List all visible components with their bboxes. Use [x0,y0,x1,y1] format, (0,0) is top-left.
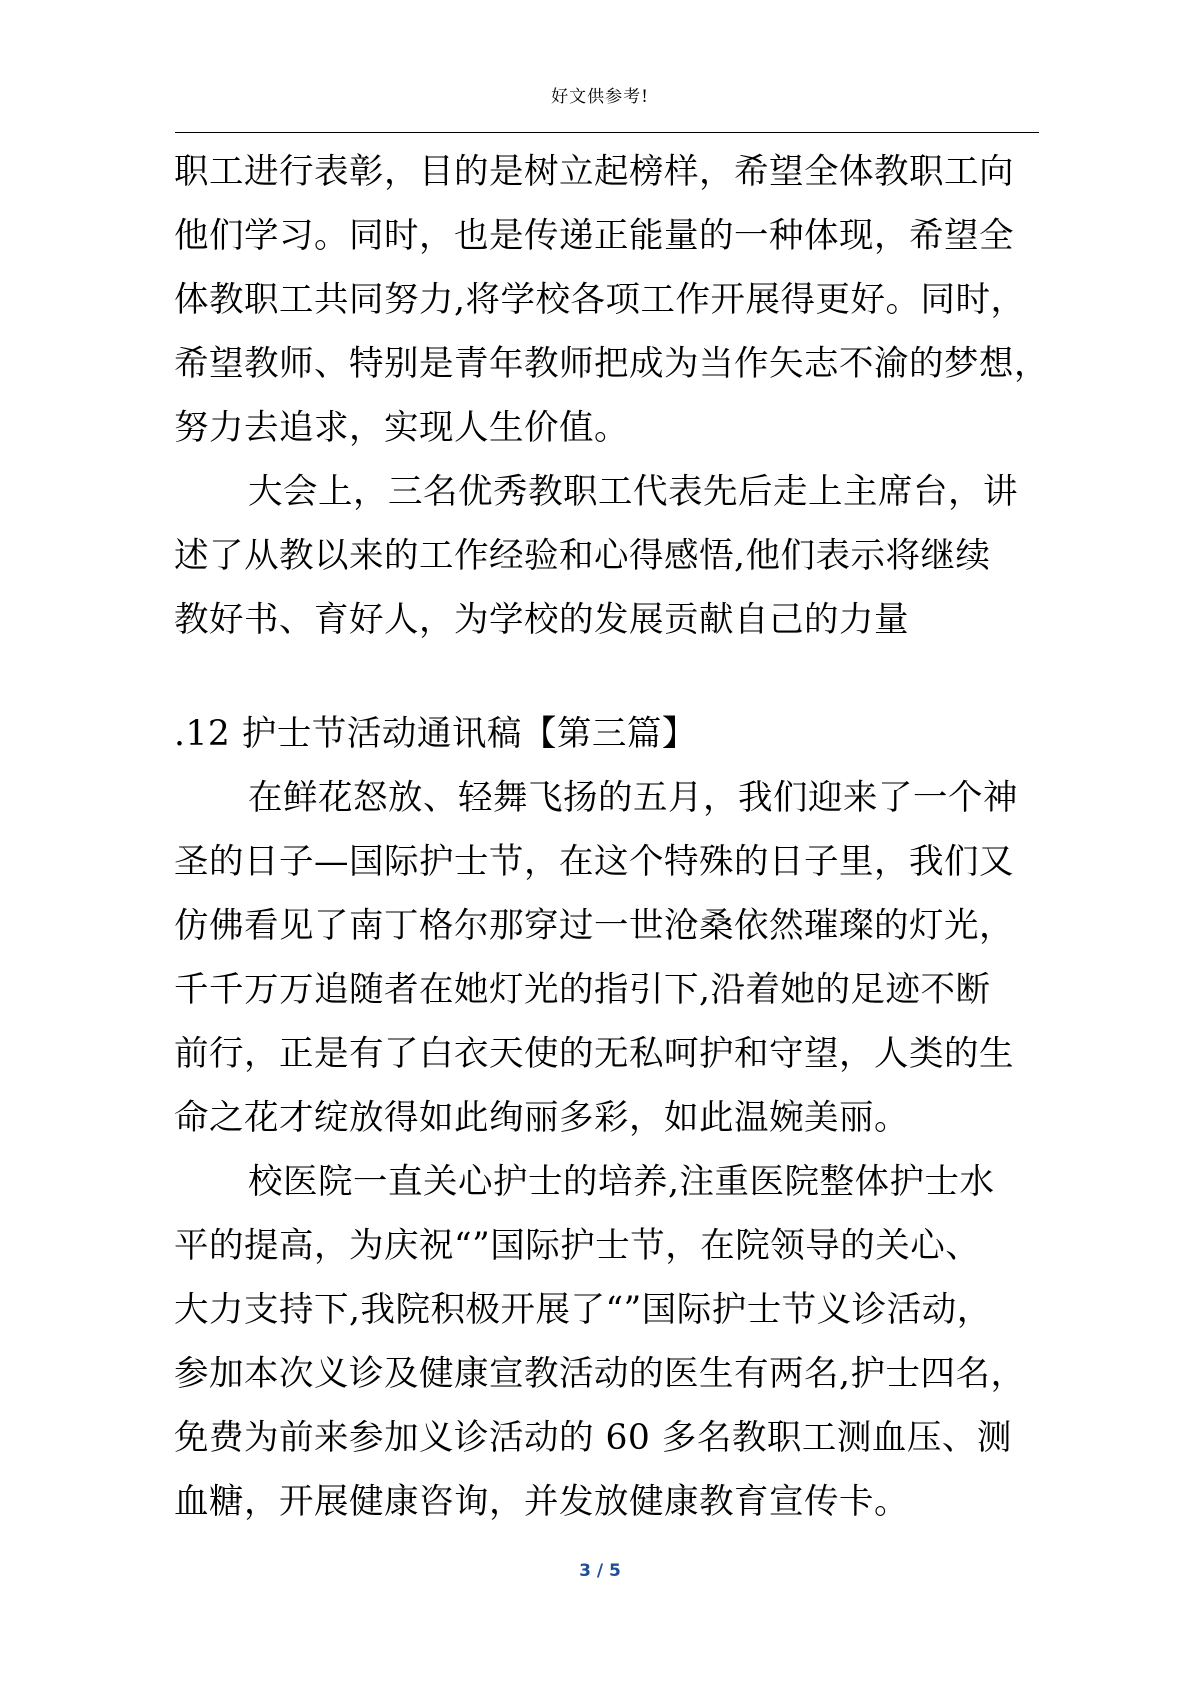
text-line: 他们学习。同时，也是传递正能量的一种体现，希望全 [174,216,1014,256]
text-line: 命之花才绽放得如此绚丽多彩，如此温婉美丽。 [174,1098,909,1138]
text-line: 述了从教以来的工作经验和心得感悟,他们表示将继续 [174,536,991,576]
text-line: 千千万万追随者在她灯光的指引下,沿着她的足迹不断 [174,970,991,1010]
text-line: 努力去追求，实现人生价值。 [174,408,629,448]
text-line: 在鲜花怒放、轻舞飞扬的五月，我们迎来了一个神 [248,778,1018,818]
section-heading: .12 护士节活动通讯稿【第三篇】 [174,714,697,754]
text-line: 校医院一直关心护士的培养,注重医院整体护士水 [248,1162,995,1202]
text-line: 职工进行表彰，目的是树立起榜样，希望全体教职工向 [174,152,1014,192]
text-line: 血糖，开展健康咨询，并发放健康教育宣传卡。 [174,1482,909,1522]
text-line: 体教职工共同努力,将学校各项工作开展得更好。同时， [174,280,1026,320]
text-line: 圣的日子—国际护士节，在这个特殊的日子里，我们又 [174,842,1014,882]
header-divider [175,132,1039,133]
text-line: 免费为前来参加义诊活动的 60 多名教职工测血压、测 [174,1418,1012,1458]
page-header: 好文供参考! [551,87,649,107]
text-line: 希望教师、特别是青年教师把成为当作矢志不渝的梦想， [174,344,1049,384]
text-line: 平的提高，为庆祝“”国际护士节，在院领导的关心、 [174,1226,981,1266]
text-line: 大力支持下,我院积极开展了“”国际护士节义诊活动， [174,1290,992,1330]
paragraph [174,140,1074,460]
text-line: 前行，正是有了白衣天使的无私呵护和守望，人类的生 [174,1034,1014,1074]
section-gap [174,652,1074,702]
document-body [174,140,1074,1534]
page-number: 3 / 5 [579,1561,621,1581]
paragraph [174,1150,1074,1534]
text-line: 大会上，三名优秀教职工代表先后走上主席台，讲 [248,472,1018,512]
text-line: 仿佛看见了南丁格尔那穿过一世沧桑依然璀璨的灯光， [174,906,1014,946]
paragraph [174,766,1074,1150]
text-line: 参加本次义诊及健康宣教活动的医生有两名,护士四名， [174,1354,1026,1394]
paragraph [174,460,1074,652]
text-line: 教好书、育好人，为学校的发展贡献自己的力量 [174,600,909,640]
